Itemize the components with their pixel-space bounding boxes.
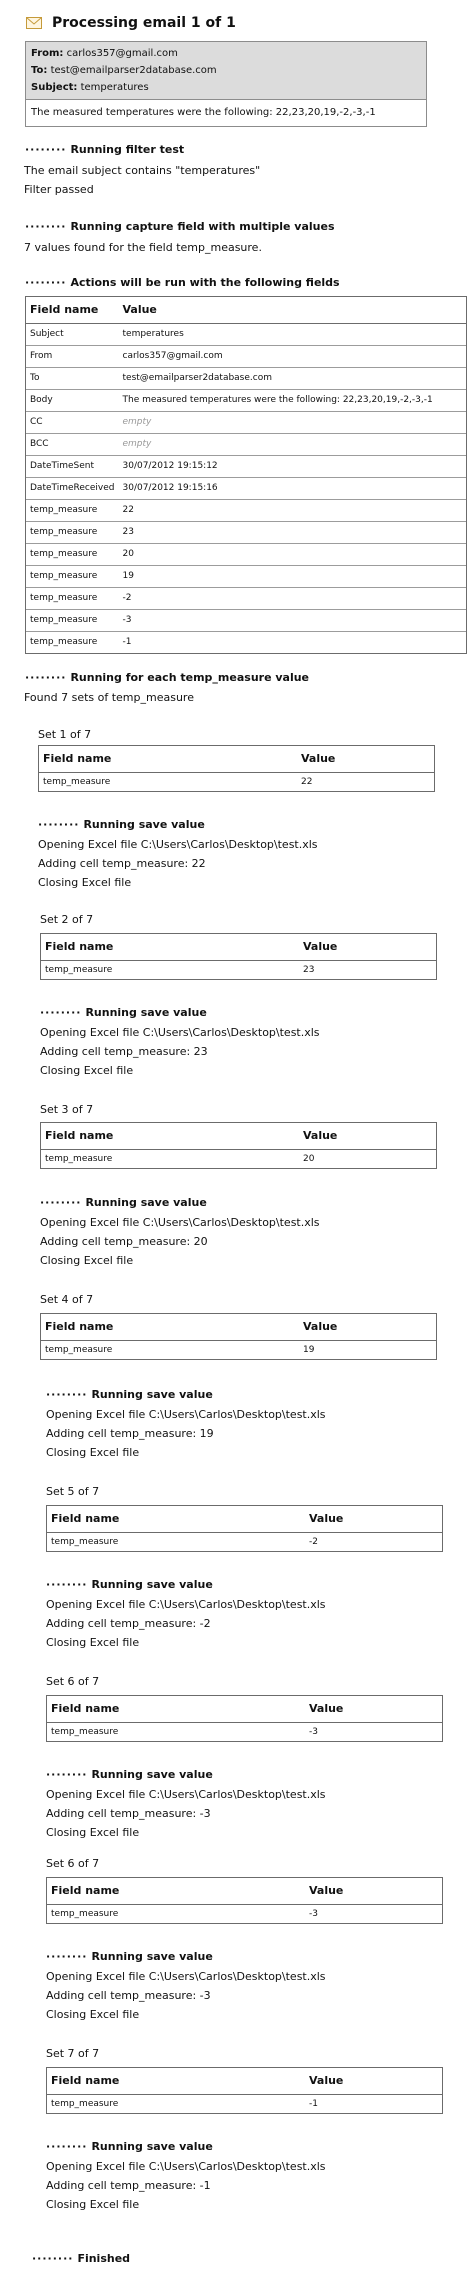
col-field-name: Field name <box>41 1123 299 1150</box>
foreach-heading: ········ Running for each temp_measure value <box>25 671 310 684</box>
table-row <box>26 544 466 566</box>
table-row <box>41 961 436 980</box>
set-label: Set 1 of 7 <box>38 728 92 741</box>
table-row <box>26 566 466 588</box>
save-open-line: Opening Excel file C:\Users\Carlos\Desktop\test.xls <box>40 1026 320 1039</box>
filter-line-1: The email subject contains "temperatures" <box>24 164 261 177</box>
col-value: Value <box>299 934 436 961</box>
field-name-cell: DateTimeReceived <box>26 478 119 500</box>
email-subject: Subject: temperatures <box>31 82 149 93</box>
page-header <box>26 12 236 34</box>
save-open-line: Opening Excel file C:\Users\Carlos\Desktop\test.xls <box>40 1216 320 1229</box>
set-table <box>40 933 437 980</box>
table-row <box>41 1341 436 1360</box>
filter-line-2: Filter passed <box>24 183 94 196</box>
save-add-line: Adding cell temp_measure: -3 <box>46 1989 211 2002</box>
field-name-cell: To <box>26 368 119 390</box>
set-label: Set 6 of 7 <box>46 1857 100 1870</box>
set-table <box>46 1695 443 1742</box>
field-name-cell: temp_measure <box>43 776 111 787</box>
set-table <box>38 745 435 792</box>
save-open-line: Opening Excel file C:\Users\Carlos\Desktop\test.xls <box>46 2160 326 2173</box>
save-heading: ········ Running save value <box>38 818 205 831</box>
field-value-cell: 23 <box>119 522 467 544</box>
table-row <box>39 773 434 792</box>
save-value-block <box>46 2137 326 2214</box>
field-value-cell: 23 <box>303 964 315 975</box>
field-name-cell: temp_measure <box>45 964 113 975</box>
table-row <box>26 390 466 412</box>
table-row <box>26 368 466 390</box>
save-value-block <box>38 815 318 892</box>
field-value-cell: -2 <box>309 1536 318 1547</box>
col-value: Value <box>305 2068 442 2095</box>
save-open-line: Opening Excel file C:\Users\Carlos\Desktop\test.xls <box>46 1788 326 1801</box>
field-value-cell: 22 <box>301 776 313 787</box>
col-field-name: Field name <box>26 297 119 324</box>
save-close-line: Closing Excel file <box>46 1826 140 1839</box>
save-heading: ········ Running save value <box>46 1950 213 1963</box>
col-value: Value <box>305 1696 442 1723</box>
save-value-block <box>46 1765 326 1842</box>
email-from: From: carlos357@gmail.com <box>31 48 178 59</box>
field-value-cell: empty <box>119 412 467 434</box>
save-add-line: Adding cell temp_measure: 20 <box>40 1235 208 1248</box>
envelope-icon <box>26 17 42 29</box>
col-value: Value <box>299 1123 436 1150</box>
field-value-cell: 19 <box>119 566 467 588</box>
save-add-line: Adding cell temp_measure: -2 <box>46 1617 211 1630</box>
field-name-cell: temp_measure <box>51 1908 119 1919</box>
field-name-cell: From <box>26 346 119 368</box>
foreach-line-1: Found 7 sets of temp_measure <box>24 691 194 704</box>
capture-line-1: 7 values found for the field temp_measure. <box>24 241 262 254</box>
field-value-cell: carlos357@gmail.com <box>119 346 467 368</box>
field-name-cell: CC <box>26 412 119 434</box>
table-row <box>26 522 466 544</box>
save-add-line: Adding cell temp_measure: -1 <box>46 2179 211 2192</box>
set-table <box>46 2067 443 2114</box>
table-row <box>47 1533 442 1552</box>
set-label: Set 3 of 7 <box>40 1103 94 1116</box>
field-value-cell: -3 <box>119 610 467 632</box>
save-open-line: Opening Excel file C:\Users\Carlos\Desktop\test.xls <box>38 838 318 851</box>
email-header <box>26 42 426 100</box>
save-value-block <box>46 1947 326 2024</box>
table-row <box>26 346 466 368</box>
field-name-cell: temp_measure <box>26 522 119 544</box>
save-open-line: Opening Excel file C:\Users\Carlos\Desktop\test.xls <box>46 1408 326 1421</box>
table-row <box>47 1723 442 1742</box>
set-label: Set 7 of 7 <box>46 2047 100 2060</box>
table-row <box>26 588 466 610</box>
field-name-cell: temp_measure <box>51 1536 119 1547</box>
field-value-cell: 20 <box>303 1153 315 1164</box>
field-name-cell: temp_measure <box>26 588 119 610</box>
field-name-cell: temp_measure <box>26 500 119 522</box>
field-value-cell: -3 <box>309 1908 318 1919</box>
field-value-cell: 19 <box>303 1344 315 1355</box>
col-field-name: Field name <box>47 1878 305 1905</box>
field-name-cell: temp_measure <box>51 2098 119 2109</box>
col-field-name: Field name <box>47 2068 305 2095</box>
save-heading: ········ Running save value <box>46 1768 213 1781</box>
field-value-cell: 20 <box>119 544 467 566</box>
col-value: Value <box>305 1506 442 1533</box>
save-value-block <box>46 1385 326 1462</box>
col-value: Value <box>305 1878 442 1905</box>
table-row <box>47 2095 442 2114</box>
save-close-line: Closing Excel file <box>46 2198 140 2211</box>
email-body: The measured temperatures were the following: 22,23,20,19,-2,-3,-1 <box>31 107 376 118</box>
table-row <box>26 610 466 632</box>
save-heading: ········ Running save value <box>46 1578 213 1591</box>
finished-heading: ········ Finished <box>32 2252 131 2265</box>
col-field-name: Field name <box>39 746 297 773</box>
field-name-cell: temp_measure <box>26 610 119 632</box>
save-add-line: Adding cell temp_measure: 23 <box>40 1045 208 1058</box>
set-label: Set 4 of 7 <box>40 1293 94 1306</box>
save-close-line: Closing Excel file <box>40 1064 134 1077</box>
save-close-line: Closing Excel file <box>46 1446 140 1459</box>
set-table <box>46 1505 443 1552</box>
field-name-cell: DateTimeSent <box>26 456 119 478</box>
table-row <box>26 456 466 478</box>
col-value: Value <box>297 746 434 773</box>
field-name-cell: temp_measure <box>51 1726 119 1737</box>
set-table <box>40 1313 437 1360</box>
field-name-cell: temp_measure <box>26 632 119 654</box>
col-field-name: Field name <box>47 1696 305 1723</box>
save-close-line: Closing Excel file <box>46 1636 140 1649</box>
save-open-line: Opening Excel file C:\Users\Carlos\Desktop\test.xls <box>46 1970 326 1983</box>
save-add-line: Adding cell temp_measure: 22 <box>38 857 206 870</box>
field-name-cell: Body <box>26 390 119 412</box>
save-heading: ········ Running save value <box>40 1196 207 1209</box>
email-to: To: test@emailparser2database.com <box>31 65 217 76</box>
table-row <box>26 478 466 500</box>
actions-heading: ········ Actions will be run with the following fields <box>25 276 340 289</box>
page-title: Processing email 1 of 1 <box>52 14 236 31</box>
table-row <box>26 412 466 434</box>
field-value-cell: -1 <box>119 632 467 654</box>
field-value-cell: empty <box>119 434 467 456</box>
save-close-line: Closing Excel file <box>46 2008 140 2021</box>
field-name-cell: temp_measure <box>26 566 119 588</box>
table-row <box>47 1905 442 1924</box>
col-value: Value <box>299 1314 436 1341</box>
field-value-cell: test@emailparser2database.com <box>119 368 467 390</box>
field-value-cell: The measured temperatures were the following: 22,23,20,19,-2,-3,-1 <box>119 390 467 412</box>
table-row <box>26 500 466 522</box>
save-add-line: Adding cell temp_measure: -3 <box>46 1807 211 1820</box>
save-heading: ········ Running save value <box>46 2140 213 2153</box>
field-value-cell: -1 <box>309 2098 318 2109</box>
field-value-cell: 22 <box>119 500 467 522</box>
set-label: Set 6 of 7 <box>46 1675 100 1688</box>
col-value: Value <box>119 297 467 324</box>
table-row <box>26 324 466 346</box>
filter-heading: ········ Running filter test <box>25 143 185 156</box>
set-table <box>40 1122 437 1169</box>
field-value-cell: 30/07/2012 19:15:12 <box>119 456 467 478</box>
set-label: Set 5 of 7 <box>46 1485 100 1498</box>
field-value-cell: -2 <box>119 588 467 610</box>
save-heading: ········ Running save value <box>40 1006 207 1019</box>
field-name-cell: temp_measure <box>26 544 119 566</box>
field-name-cell: temp_measure <box>45 1344 113 1355</box>
save-open-line: Opening Excel file C:\Users\Carlos\Desktop\test.xls <box>46 1598 326 1611</box>
save-heading: ········ Running save value <box>46 1388 213 1401</box>
set-label: Set 2 of 7 <box>40 913 94 926</box>
set-table <box>46 1877 443 1924</box>
save-close-line: Closing Excel file <box>40 1254 134 1267</box>
save-close-line: Closing Excel file <box>38 876 132 889</box>
save-value-block <box>40 1193 320 1270</box>
field-value-cell: 30/07/2012 19:15:16 <box>119 478 467 500</box>
table-row <box>41 1150 436 1169</box>
fields-table <box>25 296 467 654</box>
col-field-name: Field name <box>41 1314 299 1341</box>
field-name-cell: BCC <box>26 434 119 456</box>
field-value-cell: temperatures <box>122 329 184 340</box>
save-add-line: Adding cell temp_measure: 19 <box>46 1427 214 1440</box>
col-field-name: Field name <box>41 934 299 961</box>
field-value-cell: -3 <box>309 1726 318 1737</box>
table-row <box>26 434 466 456</box>
save-value-block <box>40 1003 320 1080</box>
capture-heading: ········ Running capture field with multiple values <box>25 220 335 233</box>
save-value-block <box>46 1575 326 1652</box>
field-name-cell: Subject <box>30 329 64 340</box>
field-name-cell: temp_measure <box>45 1153 113 1164</box>
col-field-name: Field name <box>47 1506 305 1533</box>
email-summary <box>25 41 427 127</box>
table-row <box>26 632 466 654</box>
